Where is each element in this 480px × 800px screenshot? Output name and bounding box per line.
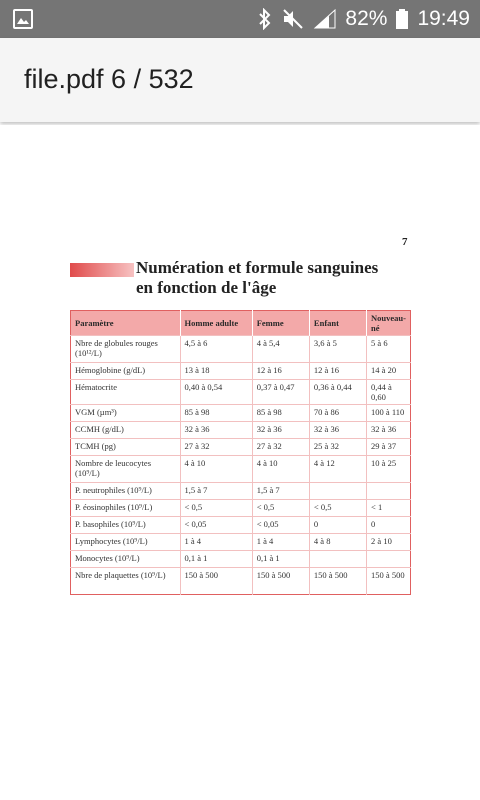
table-cell: 85 à 98 (252, 405, 309, 422)
table-cell: 0,40 à 0,54 (180, 380, 252, 405)
table-cell: 1 à 4 (180, 534, 252, 551)
table-cell: 150 à 500 (252, 568, 309, 595)
table-cell: 150 à 500 (309, 568, 366, 595)
table-cell: < 0,5 (252, 500, 309, 517)
table-cell: 27 à 32 (252, 439, 309, 456)
heading-line-1: Numération et formule sanguines (136, 258, 379, 277)
table-cell: 0,37 à 0,47 (252, 380, 309, 405)
battery-percent: 82% (345, 7, 388, 30)
clock: 19:49 (417, 7, 470, 30)
table-cell (309, 551, 366, 568)
table-header-row (71, 311, 411, 336)
app-bar (0, 38, 480, 122)
battery-icon (395, 8, 409, 30)
table-cell: < 0,05 (180, 517, 252, 534)
table-row (71, 380, 411, 405)
table-cell: < 0,5 (309, 500, 366, 517)
table-cell: < 1 (367, 500, 411, 517)
table-cell: 14 à 20 (367, 363, 411, 380)
table-cell: Monocytes (10⁹/L) (71, 551, 181, 568)
table-cell: 0,36 à 0,44 (309, 380, 366, 405)
table-cell (309, 483, 366, 500)
table-cell: 32 à 36 (252, 422, 309, 439)
table-row (71, 439, 411, 456)
table-row (71, 517, 411, 534)
table-cell: 1 à 4 (252, 534, 309, 551)
column-header: Enfant (309, 311, 366, 336)
table-cell: Hémoglobine (g/dL) (71, 363, 181, 380)
table-cell: 3,6 à 5 (309, 336, 366, 363)
table-cell: VGM (µm³) (71, 405, 181, 422)
table-cell: 10 à 25 (367, 456, 411, 483)
table-cell (367, 551, 411, 568)
table-cell: 150 à 500 (367, 568, 411, 595)
table-cell: 100 à 110 (367, 405, 411, 422)
table-cell: 29 à 37 (367, 439, 411, 456)
blood-count-table (70, 310, 411, 595)
pdf-heading (136, 258, 426, 298)
table-cell: 13 à 18 (180, 363, 252, 380)
table-cell: Nombre de leucocytes (10⁹/L) (71, 456, 181, 483)
table-cell: 5 à 6 (367, 336, 411, 363)
table-cell: 0,44 à 0,60 (367, 380, 411, 405)
table-cell: 12 à 16 (252, 363, 309, 380)
pdf-page-number: 7 (402, 236, 408, 248)
table-cell: Lymphocytes (10⁹/L) (71, 534, 181, 551)
table-row (71, 336, 411, 363)
image-notification-icon (13, 9, 33, 29)
table-cell: 2 à 10 (367, 534, 411, 551)
table-cell: 4 à 5,4 (252, 336, 309, 363)
column-header: Femme (252, 311, 309, 336)
pdf-page[interactable] (0, 125, 480, 800)
table-cell: < 0,05 (252, 517, 309, 534)
table-cell: 27 à 32 (180, 439, 252, 456)
table-cell: 70 à 86 (309, 405, 366, 422)
table-cell: < 0,5 (180, 500, 252, 517)
table-row (71, 534, 411, 551)
table-cell: 4 à 10 (252, 456, 309, 483)
table-cell: 1,5 à 7 (252, 483, 309, 500)
column-header: Homme adulte (180, 311, 252, 336)
signal-icon (313, 8, 337, 30)
table-cell: P. basophiles (10⁹/L) (71, 517, 181, 534)
table-cell: P. neutrophiles (10⁹/L) (71, 483, 181, 500)
table-cell: Nbre de plaquettes (10⁹/L) (71, 568, 181, 595)
table-cell: 85 à 98 (180, 405, 252, 422)
table-cell: TCMH (pg) (71, 439, 181, 456)
table-cell: P. éosinophiles (10⁹/L) (71, 500, 181, 517)
column-header: Nouveau-né (367, 311, 411, 336)
table-row (71, 422, 411, 439)
table-cell: 12 à 16 (309, 363, 366, 380)
table-row (71, 405, 411, 422)
table-cell: Nbre de globules rouges (10¹²/L) (71, 336, 181, 363)
bluetooth-icon (257, 8, 273, 30)
status-bar (0, 0, 480, 38)
table-cell (367, 483, 411, 500)
table-cell: 0 (367, 517, 411, 534)
table-cell: CCMH (g/dL) (71, 422, 181, 439)
table-cell: 1,5 à 7 (180, 483, 252, 500)
table-cell: 4 à 10 (180, 456, 252, 483)
table-cell: 0,1 à 1 (180, 551, 252, 568)
heading-line-2: en fonction de l'âge (136, 278, 277, 297)
table-cell: 4 à 12 (309, 456, 366, 483)
table-cell: 0 (309, 517, 366, 534)
table-row (71, 551, 411, 568)
table-row (71, 483, 411, 500)
table-cell: 0,1 à 1 (252, 551, 309, 568)
heading-decoration (70, 263, 134, 277)
column-header: Paramètre (71, 311, 181, 336)
table-cell: 4,5 à 6 (180, 336, 252, 363)
table-cell: Hématocrite (71, 380, 181, 405)
table-cell: 150 à 500 (180, 568, 252, 595)
table-cell: 32 à 36 (367, 422, 411, 439)
table-cell: 25 à 32 (309, 439, 366, 456)
table-cell: 4 à 8 (309, 534, 366, 551)
table-cell: 32 à 36 (309, 422, 366, 439)
table-row (71, 500, 411, 517)
document-title: file.pdf 6 / 532 (24, 64, 194, 94)
table-cell: 32 à 36 (180, 422, 252, 439)
mute-icon (281, 8, 305, 30)
table-row (71, 568, 411, 595)
table-row (71, 456, 411, 483)
table-row (71, 363, 411, 380)
